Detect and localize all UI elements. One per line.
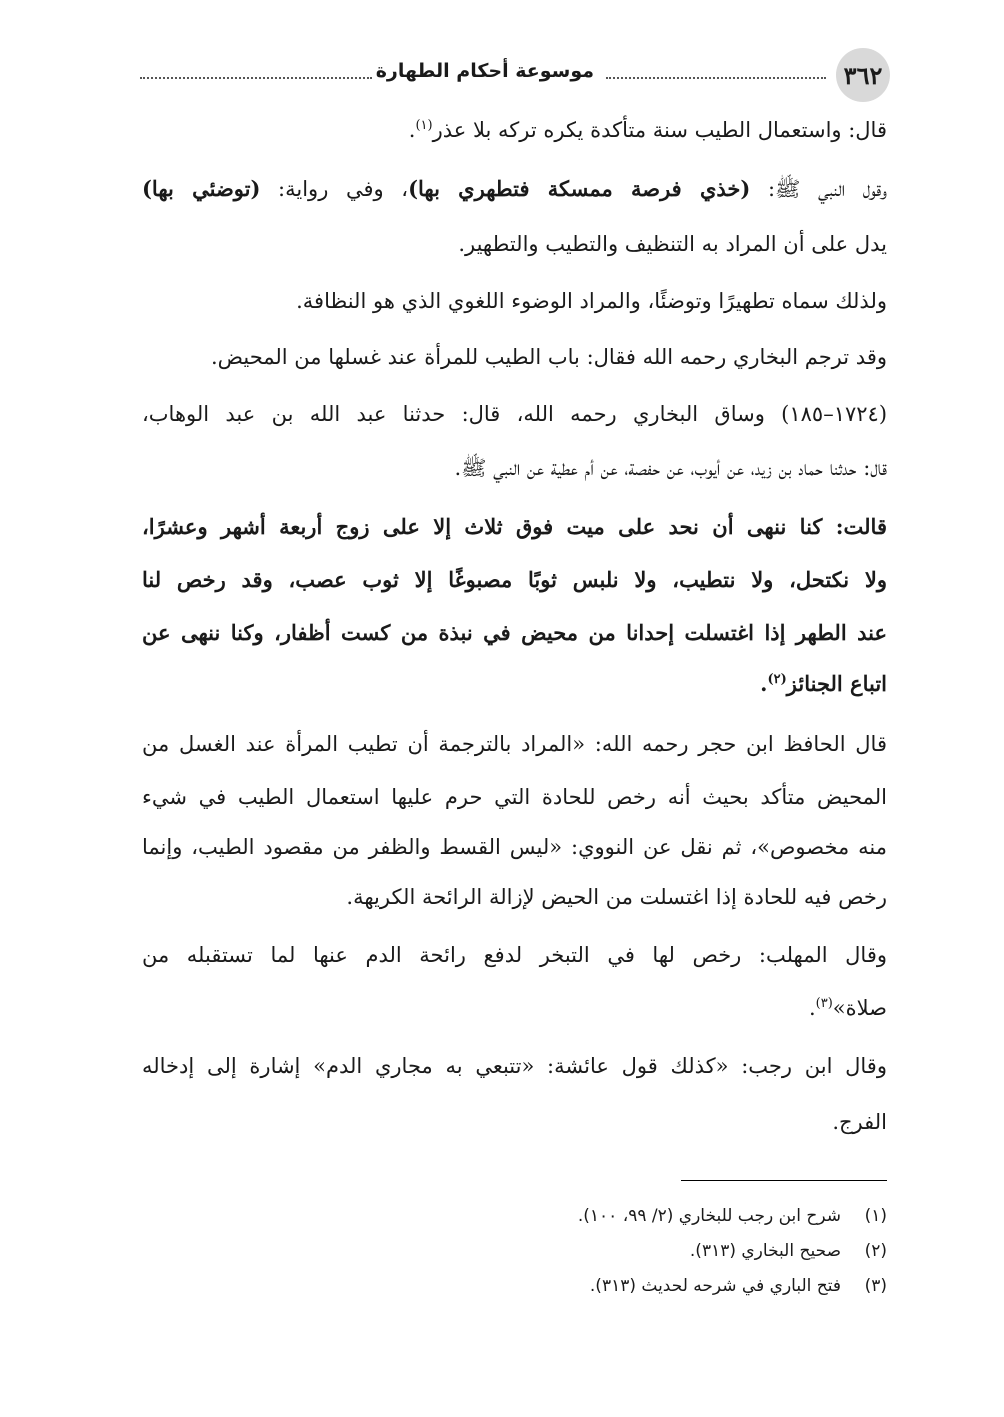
text-line: قال الحافظ ابن حجر رحمه الله: «المراد بالترجمة أن تطيب المرأة عند الغسل من [142, 732, 887, 756]
text-line: وقال المهلب: رخص لها في التبخر لدفع رائحة الدم عنها لما تستقبله من [142, 943, 887, 967]
text-line: الفرج. [832, 1110, 887, 1134]
footnote [142, 1204, 887, 1228]
text-line: وقال ابن رجب: «كذلك قول عائشة: «تتبعي به مجاري الدم» إشارة إلى إدخاله [142, 1054, 887, 1078]
text-line: المحيض متأكد بحيث أنه رخص للحادة التي حرم عليها استعمال الطيب في شيء [142, 785, 887, 809]
text-line: (١٧٢٤–١٨٥) وساق البخاري رحمه الله، قال: حدثنا عبد الله بن عبد الوهاب، [142, 402, 888, 426]
hadith-text-line: عند الطهر إذا اغتسلت إحدانا من محيض في نبذة من كست أظفار، وكنا ننهى عن [142, 620, 887, 645]
book-title: موسوعة أحكام الطهارة [375, 60, 594, 82]
text-line: وقد ترجم البخاري رحمه الله فقال: باب الطيب للمرأة عند غسلها من المحيض. [210, 345, 887, 369]
hadith-text-line: قالت: كنا ننهى أن نحد على ميت فوق ثلاث إلا على زوج أربعة أشهر وعشرًا، [142, 514, 887, 539]
text-run: . [760, 671, 768, 696]
text-line: قال: حدثنا حماد بن زيد، عن أيوب، عن حفصة، عن أم عطية عن النبي ﷺ. [454, 456, 887, 480]
text-run: اتباع الجنائز [786, 671, 887, 696]
footnote-ref: (٢) [767, 672, 787, 687]
text-line [142, 174, 887, 204]
footnote-text: شرح ابن رجب للبخاري (٢/ ٩٩، ١٠٠). [577, 1206, 841, 1226]
footnote-text: صحيح البخاري (٣١٣). [689, 1241, 841, 1261]
footnote [142, 1239, 887, 1263]
text-line: ولذلك سماه تطهيرًا وتوضئًا، والمراد الوضوء اللغوي الذي هو النظافة. [296, 289, 887, 313]
text-line: منه مخصوص»، ثم نقل عن النووي: «ليس القسط والظفر من مقصود الطيب، وإنما [142, 835, 887, 859]
footnote-ref: (٣) [815, 996, 833, 1011]
hadith-text-line [142, 669, 887, 699]
footnote-separator [681, 1180, 887, 1181]
footnote-ref: (١) [415, 118, 433, 133]
hadith-quote: (توضئي بها) [142, 176, 261, 201]
footnote [142, 1274, 887, 1298]
hadith-quote: (خذي فرصة ممسكة فتطهري بها) [408, 176, 751, 201]
header-dotted-rule-left [140, 77, 372, 79]
running-header [140, 48, 890, 100]
text-run: . [408, 118, 416, 142]
text-line: يدل على أن المراد به التنظيف والتطيب والتطهير. [458, 232, 887, 256]
text-run: . [808, 996, 816, 1020]
text-line [142, 993, 887, 1023]
text-line [142, 115, 887, 145]
text-line: رخص فيه للحادة إذا اغتسلت من الحيض لإزالة الرائحة الكريهة. [346, 885, 887, 909]
text-run: صلاة» [832, 996, 887, 1020]
text-run: ، وفي رواية: [260, 177, 409, 201]
page-number-badge: ٣٦٢ [836, 48, 890, 102]
footnote-number: (١) [864, 1206, 887, 1226]
footnote-number: (٢) [864, 1241, 887, 1261]
text-run: وقول النبي ﷺ: [750, 177, 887, 201]
hadith-text-line: ولا نكتحل، ولا نتطيب، ولا نلبس ثوبًا مصبوغًا إلا ثوب عصب، وقد رخص لنا [142, 567, 887, 592]
text-run: قال: واستعمال الطيب سنة متأكدة يكره تركه بلا عذر [432, 118, 887, 142]
header-dotted-rule-right [606, 77, 826, 79]
footnote-number: (٣) [864, 1276, 887, 1296]
footnote-text: فتح الباري في شرحه لحديث (٣١٣). [589, 1276, 841, 1296]
